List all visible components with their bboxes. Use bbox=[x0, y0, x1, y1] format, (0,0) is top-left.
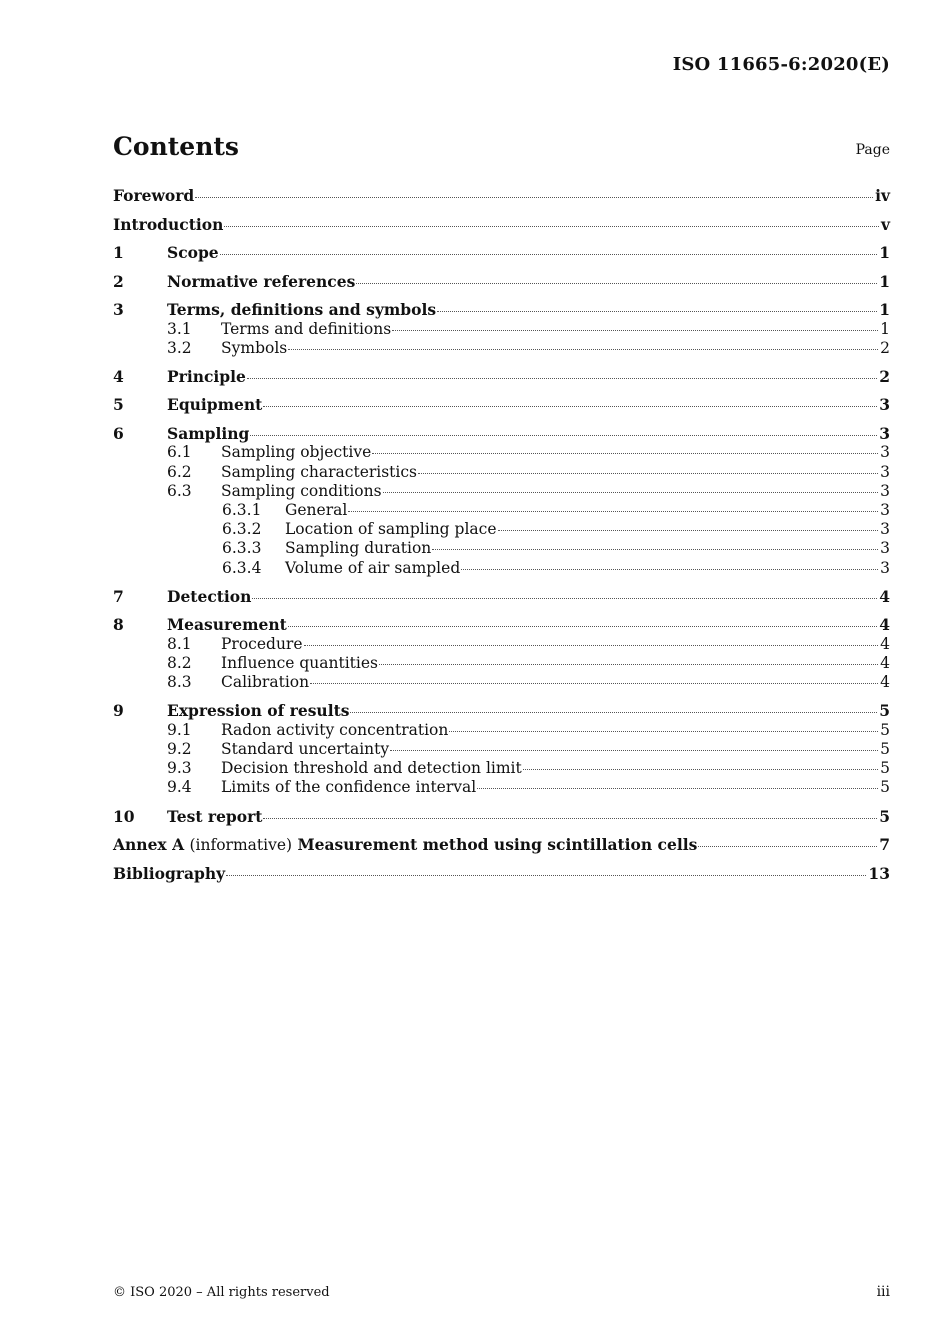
toc-page: 4 bbox=[880, 634, 890, 653]
toc-page: 2 bbox=[879, 366, 890, 386]
toc-page: v bbox=[880, 214, 890, 234]
dot-leader bbox=[247, 377, 877, 379]
toc-number: 5 bbox=[113, 395, 124, 415]
toc-entry-2[interactable] bbox=[113, 272, 890, 292]
dot-leader bbox=[226, 874, 866, 876]
toc-title: Measurement bbox=[167, 615, 287, 635]
toc-title: Detection bbox=[167, 586, 252, 606]
toc-entry-6-3-4[interactable] bbox=[113, 559, 890, 578]
toc-entry-3-1[interactable] bbox=[113, 320, 890, 339]
toc-title: Expression of results bbox=[167, 701, 350, 721]
toc-title: Terms and definitions bbox=[221, 319, 392, 338]
toc-page: 4 bbox=[879, 615, 890, 635]
toc-title: Sampling bbox=[167, 423, 250, 443]
toc-entry-10[interactable] bbox=[113, 807, 890, 827]
toc-title: Symbols bbox=[221, 338, 288, 357]
toc-entry-foreword[interactable] bbox=[113, 186, 890, 206]
toc-page: 1 bbox=[879, 271, 890, 291]
toc-title: Terms, definitions and symbols bbox=[167, 300, 437, 319]
dot-leader bbox=[498, 529, 879, 531]
dot-leader bbox=[432, 548, 878, 550]
toc-number: 6.3.3 bbox=[222, 539, 262, 558]
toc-entry-8-3[interactable] bbox=[113, 673, 890, 692]
toc-title: Sampling duration bbox=[285, 539, 432, 558]
toc-number: 6.2 bbox=[167, 462, 192, 481]
toc-title: General bbox=[285, 500, 348, 519]
dot-leader bbox=[461, 568, 878, 570]
toc-title: Location of sampling place bbox=[285, 520, 497, 539]
toc-number: 6.1 bbox=[167, 443, 192, 462]
toc-page: 5 bbox=[880, 720, 890, 739]
toc-page: 3 bbox=[880, 481, 890, 500]
toc-title: Normative references bbox=[167, 271, 356, 291]
toc-entry-3[interactable] bbox=[113, 300, 890, 320]
toc-number: 6.3.1 bbox=[222, 500, 262, 519]
dot-leader bbox=[383, 491, 879, 493]
dot-leader bbox=[263, 817, 877, 819]
toc-title: Standard uncertainty bbox=[221, 739, 390, 758]
toc-number: 3.1 bbox=[167, 319, 192, 338]
toc-number: 9 bbox=[113, 701, 124, 721]
toc-title: Sampling characteristics bbox=[221, 462, 418, 481]
toc-page: 3 bbox=[879, 423, 890, 443]
toc-number: 8.2 bbox=[167, 653, 192, 672]
copyright-notice: © ISO 2020 – All rights reserved bbox=[113, 1285, 330, 1300]
toc-page: 1 bbox=[879, 243, 890, 262]
table-of-contents bbox=[113, 186, 890, 883]
toc-title: Influence quantities bbox=[221, 653, 378, 672]
toc-entry-4[interactable] bbox=[113, 367, 890, 387]
annex-qualifier: (informative) bbox=[189, 836, 293, 854]
toc-page: 3 bbox=[880, 520, 890, 539]
toc-title: Calibration bbox=[221, 673, 310, 692]
toc-number: 6.3.2 bbox=[222, 520, 262, 539]
toc-title: Scope bbox=[167, 243, 219, 262]
annex-title: Measurement method using scintillation cells bbox=[297, 835, 698, 854]
dot-leader bbox=[477, 787, 878, 789]
page-column-label: Page bbox=[855, 142, 890, 158]
toc-number: 4 bbox=[113, 366, 124, 386]
dot-leader bbox=[310, 682, 878, 684]
toc-entry-5[interactable] bbox=[113, 395, 890, 415]
toc-page: 5 bbox=[880, 739, 890, 758]
toc-page: 5 bbox=[880, 759, 890, 778]
dot-leader bbox=[390, 749, 878, 751]
toc-entry-9-4[interactable] bbox=[113, 778, 890, 797]
toc-title: Limits of the confidence interval bbox=[221, 778, 477, 797]
dot-leader bbox=[252, 597, 877, 599]
toc-entry-6-1[interactable] bbox=[113, 443, 890, 462]
dot-leader bbox=[418, 472, 878, 474]
toc-title: Sampling objective bbox=[221, 443, 372, 462]
toc-number: 9.3 bbox=[167, 759, 192, 778]
toc-number: 8.1 bbox=[167, 634, 192, 653]
toc-title bbox=[113, 835, 697, 856]
dot-leader bbox=[195, 196, 873, 198]
toc-number: 3.2 bbox=[167, 338, 192, 357]
toc-number: 6.3.4 bbox=[222, 558, 262, 577]
dot-leader bbox=[288, 625, 877, 627]
toc-number: 6 bbox=[113, 423, 124, 443]
dot-leader bbox=[379, 663, 878, 665]
toc-entry-6-3-2[interactable] bbox=[113, 520, 890, 539]
page-number: iii bbox=[876, 1284, 890, 1300]
toc-entry-annex-a[interactable] bbox=[113, 835, 890, 855]
toc-entry-3-2[interactable] bbox=[113, 339, 890, 358]
toc-page: 4 bbox=[880, 653, 890, 672]
dot-leader bbox=[350, 711, 877, 713]
toc-number: 6.3 bbox=[167, 481, 192, 500]
toc-entry-9-3[interactable] bbox=[113, 759, 890, 778]
toc-entry-7[interactable] bbox=[113, 587, 890, 607]
toc-title: Sampling conditions bbox=[221, 481, 382, 500]
toc-entry-9-1[interactable] bbox=[113, 721, 890, 740]
toc-title: Procedure bbox=[221, 634, 303, 653]
toc-entry-8[interactable] bbox=[113, 615, 890, 635]
dot-leader bbox=[348, 510, 878, 512]
toc-page: 3 bbox=[880, 462, 890, 481]
toc-title: Decision threshold and detection limit bbox=[221, 759, 522, 778]
toc-entry-9-2[interactable] bbox=[113, 740, 890, 759]
toc-page: iv bbox=[875, 186, 890, 205]
toc-entry-8-1[interactable] bbox=[113, 635, 890, 654]
dot-leader bbox=[304, 644, 879, 646]
toc-page: 4 bbox=[879, 586, 890, 606]
toc-page: 1 bbox=[880, 319, 890, 338]
toc-page: 2 bbox=[880, 338, 890, 357]
dot-leader bbox=[449, 730, 878, 732]
toc-number: 1 bbox=[113, 243, 124, 262]
toc-title: Principle bbox=[167, 366, 246, 386]
toc-page: 3 bbox=[879, 395, 890, 415]
toc-entry-6[interactable] bbox=[113, 424, 890, 444]
toc-number: 3 bbox=[113, 300, 124, 319]
toc-number: 8.3 bbox=[167, 673, 192, 692]
toc-title: Introduction bbox=[113, 214, 224, 234]
toc-number: 8 bbox=[113, 615, 124, 635]
dot-leader bbox=[250, 434, 877, 436]
toc-number: 9.4 bbox=[167, 778, 192, 797]
toc-page: 1 bbox=[879, 300, 890, 319]
toc-page: 5 bbox=[879, 701, 890, 721]
toc-page: 13 bbox=[868, 863, 890, 883]
toc-entry-6-3-1[interactable] bbox=[113, 501, 890, 520]
toc-number: 9.1 bbox=[167, 720, 192, 739]
toc-page: 5 bbox=[879, 806, 890, 826]
dot-leader bbox=[392, 329, 878, 331]
toc-entry-6-3[interactable] bbox=[113, 482, 890, 501]
toc-title: Volume of air sampled bbox=[285, 558, 461, 577]
toc-page: 4 bbox=[880, 673, 890, 692]
toc-entry-9[interactable] bbox=[113, 701, 890, 721]
toc-title: Test report bbox=[167, 806, 263, 826]
dot-leader bbox=[372, 452, 878, 454]
dot-leader bbox=[220, 253, 878, 255]
annex-label: Annex A bbox=[113, 835, 185, 854]
dot-leader bbox=[523, 768, 878, 770]
toc-page: 3 bbox=[880, 500, 890, 519]
toc-entry-6-2[interactable] bbox=[113, 463, 890, 482]
dot-leader bbox=[698, 845, 877, 847]
dot-leader bbox=[437, 310, 877, 312]
toc-page: 5 bbox=[880, 778, 890, 797]
dot-leader bbox=[288, 348, 878, 350]
dot-leader bbox=[263, 405, 877, 407]
toc-entry-6-3-3[interactable] bbox=[113, 539, 890, 558]
toc-entry-bibliography[interactable] bbox=[113, 864, 890, 884]
toc-entry-1[interactable] bbox=[113, 243, 890, 263]
toc-page: 7 bbox=[879, 835, 890, 854]
dot-leader bbox=[356, 282, 877, 284]
dot-leader bbox=[224, 225, 879, 227]
toc-number: 10 bbox=[113, 806, 135, 826]
toc-number: 9.2 bbox=[167, 739, 192, 758]
toc-entry-introduction[interactable] bbox=[113, 215, 890, 235]
toc-title: Foreword bbox=[113, 186, 195, 205]
toc-title: Equipment bbox=[167, 395, 263, 415]
toc-page: 3 bbox=[880, 443, 890, 462]
toc-title: Radon activity concentration bbox=[221, 720, 449, 739]
toc-page: 3 bbox=[880, 539, 890, 558]
toc-page: 3 bbox=[880, 558, 890, 577]
toc-number: 2 bbox=[113, 271, 124, 291]
toc-number: 7 bbox=[113, 586, 124, 606]
toc-title: Bibliography bbox=[113, 863, 226, 883]
toc-entry-8-2[interactable] bbox=[113, 654, 890, 673]
contents-title: Contents bbox=[113, 132, 240, 161]
standard-code-header: ISO 11665-6:2020(E) bbox=[672, 54, 890, 75]
